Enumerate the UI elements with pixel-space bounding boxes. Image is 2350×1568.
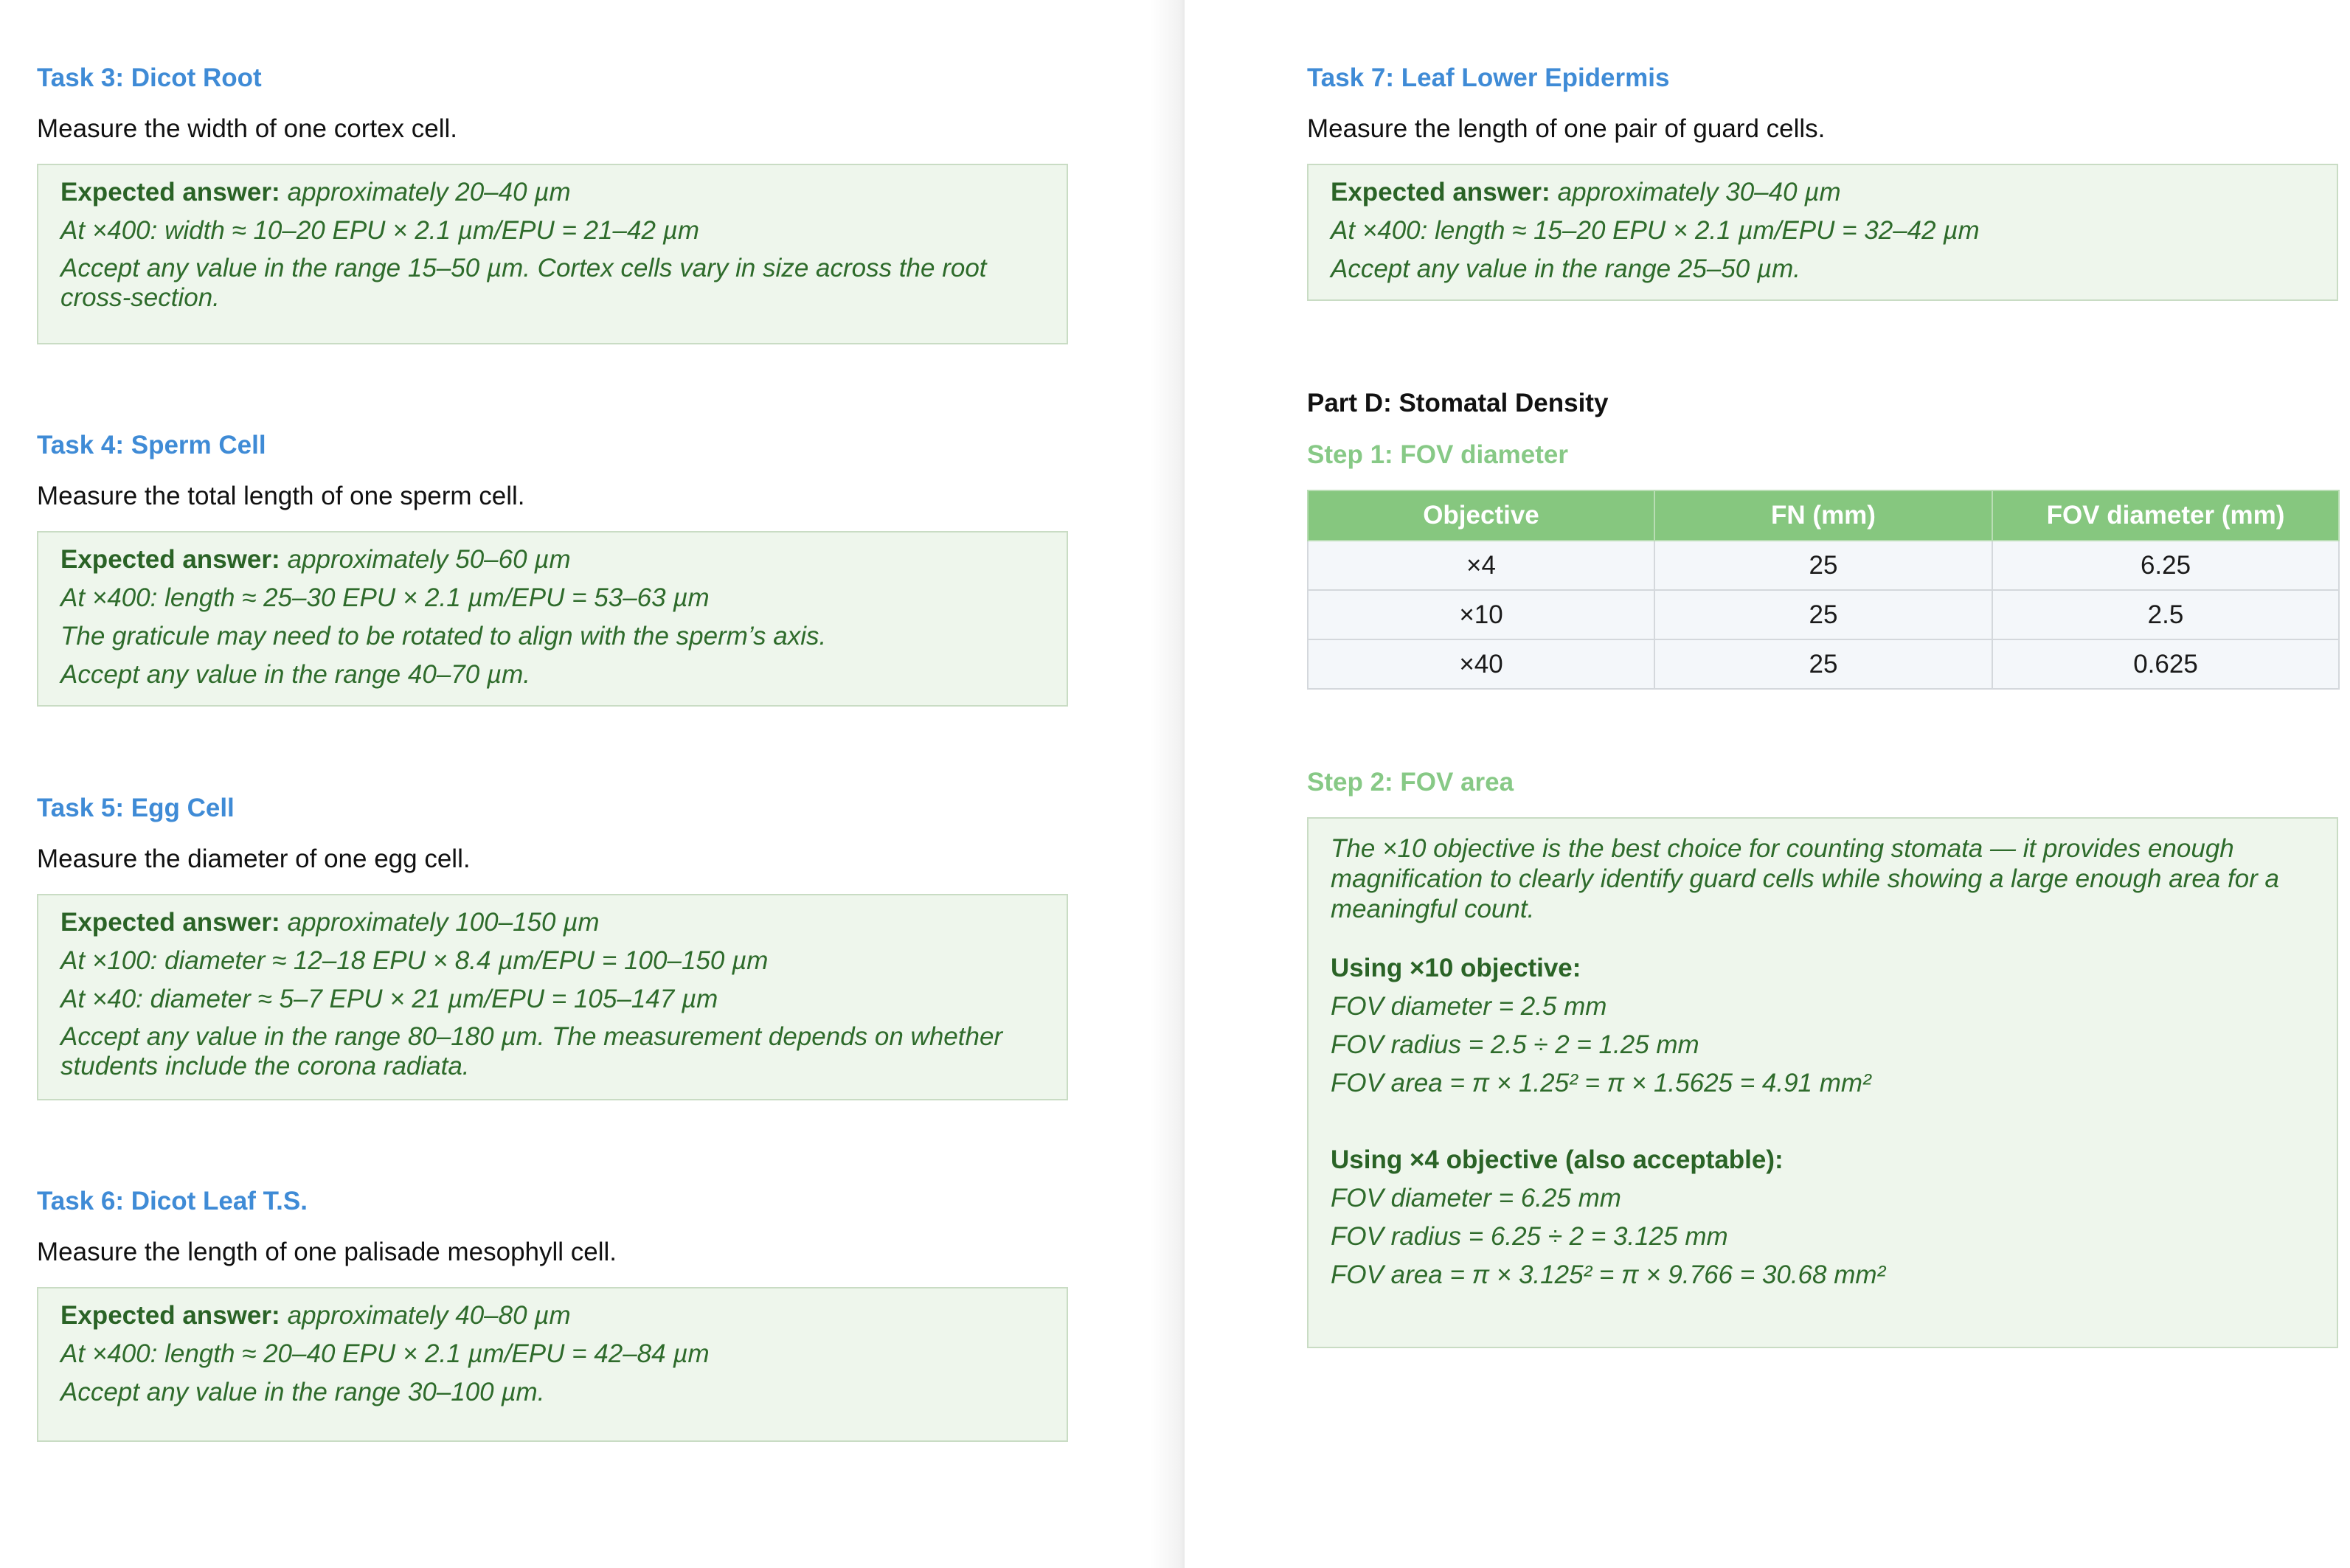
expected-answer-value: approximately 40–80 µm — [287, 1301, 571, 1330]
expected-answer-label: Expected answer: — [60, 1301, 280, 1330]
expected-answer-line — [60, 907, 1044, 937]
expected-answer-label: Expected answer: — [60, 178, 280, 207]
task-7-prompt: Measure the length of one pair of guard cells. — [1307, 114, 1826, 143]
table-cell: 25 — [1654, 590, 1992, 639]
calculation-line: At ×400: length ≈ 25–30 EPU × 2.1 µm/EPU = 53–63 µm — [60, 583, 710, 612]
task-7-heading: Task 7: Leaf Lower Epidermis — [1307, 63, 1670, 92]
task-4-prompt: Measure the total length of one sperm cell. — [37, 482, 525, 510]
calculation-line: At ×400: length ≈ 15–20 EPU × 2.1 µm/EPU = 32–42 µm — [1331, 216, 1980, 245]
x10-fov-radius: FOV radius = 2.5 ÷ 2 = 1.25 mm — [1331, 1030, 1699, 1059]
x4-objective-heading: Using ×4 objective (also acceptable): — [1331, 1145, 1784, 1174]
table-cell: ×4 — [1308, 541, 1654, 590]
task-4-answer-box — [37, 531, 1068, 707]
part-d-heading: Part D: Stomatal Density — [1307, 389, 1609, 417]
expected-answer-line — [60, 177, 1044, 207]
x4-fov-diameter: FOV diameter = 6.25 mm — [1331, 1184, 1621, 1213]
expected-answer-label: Expected answer: — [60, 908, 280, 937]
expected-answer-line — [60, 1300, 1044, 1331]
table-row — [1308, 590, 2339, 639]
task-6-prompt: Measure the length of one palisade mesophyll cell. — [37, 1238, 617, 1266]
task-7-answer-box — [1307, 164, 2338, 301]
acceptance-note: Accept any value in the range 15–50 µm. Cortex cells vary in size across the root cross-section. — [60, 254, 987, 312]
acceptance-note: Accept any value in the range 25–50 µm. — [1331, 254, 1800, 283]
step-1-heading: Step 1: FOV diameter — [1307, 440, 1568, 469]
task-3-heading: Task 3: Dicot Root — [37, 63, 262, 92]
table-cell: 6.25 — [1992, 541, 2339, 590]
graticule-note: The graticule may need to be rotated to align with the sperm’s axis. — [60, 622, 827, 651]
task-4-heading: Task 4: Sperm Cell — [37, 431, 266, 459]
fov-diameter-table — [1307, 490, 2340, 690]
column-header-fov-diameter: FOV diameter (mm) — [1992, 490, 2339, 541]
expected-answer-value: approximately 20–40 µm — [287, 178, 571, 207]
column-header-objective: Objective — [1308, 490, 1654, 541]
objective-choice-note: The ×10 objective is the best choice for counting stomata — it provides enough magnification to clearly identify guard cells while showing a large enough area for a meaningful count. — [1331, 834, 2280, 923]
table-cell: 25 — [1654, 639, 1992, 689]
task-3-answer-box — [37, 164, 1068, 344]
task-6-answer-box — [37, 1287, 1068, 1442]
calculation-line-x40: At ×40: diameter ≈ 5–7 EPU × 21 µm/EPU = 105–147 µm — [60, 985, 718, 1013]
calculation-line-x100: At ×100: diameter ≈ 12–18 EPU × 8.4 µm/EPU = 100–150 µm — [60, 946, 769, 975]
expected-answer-value: approximately 50–60 µm — [287, 545, 571, 574]
x10-objective-heading: Using ×10 objective: — [1331, 954, 1581, 982]
x10-fov-area: FOV area = π × 1.25² = π × 1.5625 = 4.91 mm² — [1331, 1069, 1871, 1097]
task-3-prompt: Measure the width of one cortex cell. — [37, 114, 458, 143]
column-header-fn: FN (mm) — [1654, 490, 1992, 541]
calculation-line: At ×400: length ≈ 20–40 EPU × 2.1 µm/EPU = 42–84 µm — [60, 1339, 710, 1368]
table-cell: ×10 — [1308, 590, 1654, 639]
acceptance-note: Accept any value in the range 40–70 µm. — [60, 660, 530, 689]
acceptance-note: Accept any value in the range 30–100 µm. — [60, 1378, 545, 1406]
task-5-prompt: Measure the diameter of one egg cell. — [37, 844, 471, 873]
table-cell: 0.625 — [1992, 639, 2339, 689]
x4-fov-area: FOV area = π × 3.125² = π × 9.766 = 30.68 mm² — [1331, 1260, 1886, 1289]
table-cell: 2.5 — [1992, 590, 2339, 639]
expected-answer-label: Expected answer: — [60, 545, 280, 574]
table-row — [1308, 541, 2339, 590]
x10-fov-diameter: FOV diameter = 2.5 mm — [1331, 992, 1607, 1021]
table-header-row — [1308, 490, 2339, 541]
acceptance-note: Accept any value in the range 80–180 µm. The measurement depends on whether students include the corona radiata. — [60, 1022, 1003, 1080]
expected-answer-value: approximately 30–40 µm — [1557, 178, 1841, 207]
table-cell: ×40 — [1308, 639, 1654, 689]
right-page — [1185, 0, 2350, 1568]
expected-answer-line — [60, 544, 1044, 575]
step-2-heading: Step 2: FOV area — [1307, 768, 1514, 797]
fov-area-calculation-box — [1307, 817, 2338, 1348]
task-5-heading: Task 5: Egg Cell — [37, 794, 235, 822]
page-gutter — [1151, 0, 1185, 1568]
expected-answer-line — [1331, 177, 2315, 207]
x4-fov-radius: FOV radius = 6.25 ÷ 2 = 3.125 mm — [1331, 1222, 1728, 1251]
task-6-heading: Task 6: Dicot Leaf T.S. — [37, 1187, 308, 1215]
table-cell: 25 — [1654, 541, 1992, 590]
task-5-answer-box — [37, 894, 1068, 1100]
table-row — [1308, 639, 2339, 689]
calculation-line: At ×400: width ≈ 10–20 EPU × 2.1 µm/EPU = 21–42 µm — [60, 216, 699, 245]
expected-answer-label: Expected answer: — [1331, 178, 1550, 207]
expected-answer-value: approximately 100–150 µm — [287, 908, 600, 937]
